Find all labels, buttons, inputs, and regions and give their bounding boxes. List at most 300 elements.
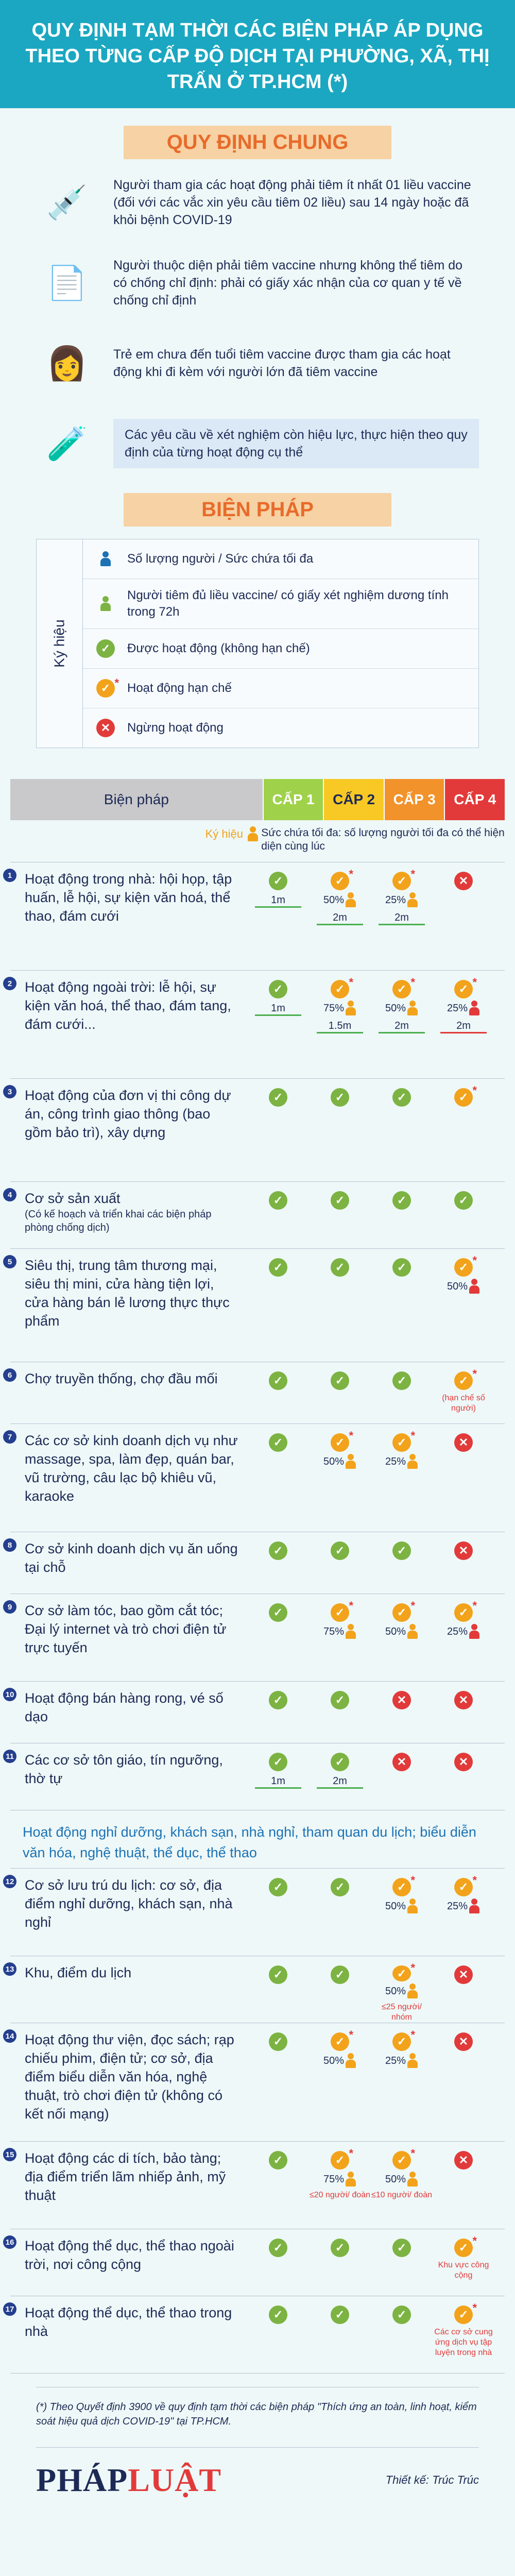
table-row [7, 1424, 505, 1532]
level-2-cell [309, 1869, 371, 1956]
capacity-percent-text: 50% [447, 1280, 468, 1292]
level-4-cell [433, 2296, 494, 2373]
table-row [5, 1869, 505, 1956]
row-label [10, 1743, 247, 1810]
check-star-icon: ✓ * [454, 1878, 473, 1896]
star-mark-icon: * [349, 2028, 353, 2041]
level-2-cell [309, 1956, 371, 2023]
check-icon: ✓ [331, 2306, 349, 2324]
general-list [0, 172, 515, 474]
level-2-cell [309, 2229, 371, 2296]
check-star-icon: ✓ * [454, 1603, 473, 1622]
star-mark-icon: * [410, 2028, 415, 2041]
level-1-cell [247, 1182, 309, 1248]
page-title: QUY ĐỊNH TẠM THỜI CÁC BIỆN PHÁP ÁP DỤNG THEO TỪNG CẤP ĐỘ DỊCH TẠI PHƯỜNG, XÃ, THỊ TRẤN Ở TP.HCM (*) [25, 20, 490, 93]
capacity-percent [323, 2172, 356, 2187]
level-4-cell [433, 1532, 494, 1594]
check-icon: ✓ [269, 1258, 287, 1277]
capacity-percent-text: 25% [447, 1625, 468, 1637]
person-glyph [100, 596, 111, 612]
level-2-cell [309, 1743, 371, 1810]
capacity-percent [323, 1001, 356, 1016]
measures-table [5, 779, 505, 2374]
brand-part-a: PHÁP [36, 2462, 128, 2498]
check-icon: ✓ [269, 1541, 287, 1560]
check-icon: ✓ [269, 1691, 287, 1709]
capacity-percent-text: 50% [323, 1455, 345, 1467]
check-icon: ✓ [269, 980, 287, 998]
row-label-text: Hoạt động trong nhà: hội họp, tập huấn, lễ hội, sự kiện văn hoá, thể thao, đám cưới [25, 871, 232, 924]
check-icon: ✓ [331, 1088, 349, 1107]
table-row [7, 1079, 505, 1182]
row-number: 11 [3, 1750, 16, 1763]
person-icon [345, 1624, 356, 1639]
level-1-cell [247, 862, 309, 970]
row-number: 9 [3, 1600, 16, 1614]
mother-child-icon: 👩 [46, 344, 88, 382]
general-item-text: Người thuộc diện phải tiêm vaccine nhưng không thể tiêm do có chống chỉ định: phải có giấy xác nhận của cơ quan y tế về chống chỉ định [113, 258, 463, 308]
brand-part-b: LUẬT [128, 2462, 221, 2498]
row-label-text: Các cơ sở kinh doanh dịch vụ như massage, spa, làm đẹp, quán bar, vũ trường, câu lạc bộ khiêu vũ, karaoke [25, 1433, 238, 1504]
level-2-cell [309, 971, 371, 1078]
row-label [10, 1249, 247, 1362]
check-icon: ✓ [269, 1603, 287, 1622]
level-3-cell [371, 1743, 433, 1810]
person-icon [407, 1984, 418, 1999]
level-1-cell [247, 1743, 309, 1810]
cross-icon: ✕ [454, 1541, 473, 1560]
distance-marker: 1m [255, 1003, 301, 1016]
row-label-text: Hoạt động thể dục, thể thao trong nhà [25, 2305, 232, 2339]
row-label [10, 1956, 247, 2023]
table-row [6, 1743, 505, 1810]
certificate-icon: 📄 [46, 264, 88, 301]
row-label [10, 971, 247, 1078]
check-icon: ✓ [454, 1191, 473, 1210]
person-icon [407, 1899, 418, 1914]
level-2-cell [309, 862, 371, 970]
capacity-percent [385, 2172, 418, 2187]
capacity-percent-text: 50% [385, 1985, 406, 1997]
capacity-percent-text: 25% [385, 2055, 406, 2066]
footnote: (*) Theo Quyết định 3900 về quy định tạm thời các biện pháp "Thích ứng an toàn, linh hoạt, kiểm soát hiệu quả dịch COVID-19" tại TP.HCM. [36, 2387, 479, 2429]
level-2-cell [309, 1362, 371, 1423]
row-label-text: Các cơ sở tôn giáo, tín ngưỡng, thờ tự [25, 1752, 223, 1786]
level-4-cell [433, 1079, 494, 1181]
level-3-cell [371, 1594, 433, 1681]
check-icon: ✓ [392, 1371, 411, 1390]
rows-part-2 [5, 1869, 505, 2374]
general-item [36, 332, 479, 394]
check-icon: ✓ [331, 1753, 349, 1771]
star-mark-icon: * [472, 1254, 477, 1267]
level-1-cell [247, 2296, 309, 2373]
row-label-text: Hoạt động thư viện, đọc sách; rạp chiếu phim, điện tử; cơ sở, địa điểm biểu diễn văn hóa, nghệ thuật, trò chơi điện tử (không có kết nối mạng) [25, 2032, 234, 2122]
capacity-percent [385, 1899, 418, 1914]
legend-item [83, 579, 478, 629]
capacity-percent [385, 1001, 418, 1016]
level-4-cell [433, 2142, 494, 2229]
capacity-percent-text: 75% [323, 1002, 345, 1014]
check-icon: ✓ [269, 1878, 287, 1896]
table-row [5, 2023, 505, 2142]
row-label-text: Hoạt động của đơn vị thi công dự án, công trình giao thông (bao gồm bảo trì), xây dựng [25, 1088, 231, 1140]
level-3-cell [371, 2296, 433, 2373]
row-number: 16 [3, 2235, 16, 2249]
distance-marker: 2m [317, 1775, 363, 1789]
check-icon: ✓ [269, 2239, 287, 2257]
capacity-percent [323, 1454, 356, 1469]
check-icon: ✓ [331, 1965, 349, 1984]
level-1-cell [247, 1956, 309, 2023]
check-icon: ✓ [331, 1878, 349, 1896]
row-number: 17 [3, 2302, 16, 2316]
capacity-percent-text: 50% [385, 2173, 406, 2185]
table-row [7, 1594, 505, 1682]
level-4-cell [433, 1249, 494, 1362]
star-mark-icon: * [410, 1874, 415, 1887]
check-icon: ✓ [392, 2239, 411, 2257]
check-star-icon: ✓ * [392, 1965, 411, 1981]
star-mark-icon: * [349, 2147, 353, 2160]
level-1-cell [247, 2229, 309, 2296]
level-1-cell [247, 2142, 309, 2229]
brand-logo [36, 2461, 221, 2499]
check-icon: ✓ [269, 1753, 287, 1771]
table-row [7, 1249, 505, 1362]
level-3-cell [371, 1424, 433, 1532]
capacity-percent-text: 50% [385, 1900, 406, 1912]
row-label [10, 1079, 247, 1181]
cross-icon: ✕ [454, 1965, 473, 1984]
check-icon: ✓ [269, 872, 287, 890]
check-star-icon: ✓ * [392, 2032, 411, 2051]
star-mark-icon: * [410, 2147, 415, 2160]
level-1-header: CẤP 1 [263, 779, 323, 820]
legend-side-label: Ký hiệu [51, 619, 67, 668]
level-3-cell [371, 1532, 433, 1594]
person-icon [345, 2053, 356, 2069]
check-icon: ✓ [331, 1258, 349, 1277]
star-mark-icon: * [349, 1599, 353, 1612]
level-4-cell [433, 1362, 494, 1423]
row-number: 8 [3, 1538, 16, 1552]
cross-icon: ✕ [454, 2032, 473, 2051]
row-label [10, 862, 247, 970]
person-icon [407, 1624, 418, 1639]
level-4-cell [433, 971, 494, 1078]
level-4-cell [433, 2023, 494, 2141]
legend-item-text: Được hoạt động (không hạn chế) [127, 641, 310, 655]
level-3-cell [371, 1249, 433, 1362]
capacity-percent-text: 75% [323, 1625, 345, 1637]
level-1-cell [247, 1079, 309, 1181]
check-star-icon: ✓ * [331, 1603, 349, 1622]
check-star-icon: ✓ * [454, 2306, 473, 2324]
capacity-key-row [10, 820, 505, 862]
legend-item [83, 669, 478, 708]
person-icon [345, 892, 356, 908]
check-icon: ✓ [269, 1088, 287, 1107]
row-number: 2 [3, 977, 16, 990]
table-row [7, 1532, 505, 1594]
distance-marker: 2m [440, 1020, 487, 1033]
page-footer [36, 2447, 479, 2499]
check-star-icon: ✓ * [454, 1088, 473, 1107]
star-mark-icon: * [410, 1599, 415, 1612]
row-label-text: Chợ truyền thống, chợ đầu mối [25, 1371, 218, 1386]
level-2-cell [309, 2142, 371, 2229]
legend-item-text: Số lượng người / Sức chứa tối đa [127, 552, 314, 566]
table-row [5, 1682, 505, 1743]
level-2-cell [309, 1594, 371, 1681]
row-label [10, 2229, 247, 2296]
capacity-key-text: Sức chứa tối đa: số lượng người tối đa có thể hiện diện cùng lúc [261, 827, 505, 852]
check-star-icon: ✓ * [392, 872, 411, 890]
legend-side [37, 539, 83, 748]
star-mark-icon: * [472, 976, 477, 989]
row-number: 5 [3, 1255, 16, 1268]
check-icon: ✓ [269, 1433, 287, 1452]
level-2-cell [309, 1682, 371, 1743]
general-item [36, 172, 479, 233]
check-icon: ✓ [392, 1191, 411, 1210]
cross-icon: ✕ [454, 1753, 473, 1771]
level-4-cell [433, 1869, 494, 1956]
capacity-percent-text: 25% [385, 894, 406, 906]
capacity-percent [323, 2053, 356, 2069]
capacity-percent [447, 1624, 480, 1639]
level-4-cell [433, 1743, 494, 1810]
legend-box [36, 539, 479, 748]
row-label-text: Cơ sở sản xuất [25, 1191, 121, 1206]
person-icon [247, 826, 256, 842]
check-star-icon: ✓ * [392, 2151, 411, 2170]
level-3-cell [371, 1956, 433, 2023]
star-mark-icon: * [472, 2234, 477, 2247]
level-2-cell [309, 1532, 371, 1594]
cross-icon: ✕ [454, 1691, 473, 1709]
person-icon [407, 2172, 418, 2187]
row-label [10, 1362, 247, 1423]
row-number: 4 [3, 1188, 16, 1201]
level-3-cell [371, 2229, 433, 2296]
level-4-cell [433, 862, 494, 970]
star-mark-icon: * [472, 1084, 477, 1097]
table-row [5, 2229, 505, 2296]
level-3-cell [371, 971, 433, 1078]
level-1-cell [247, 1869, 309, 1956]
star-mark-icon: * [349, 1429, 353, 1442]
table-header [10, 779, 505, 820]
level-3-cell [371, 2023, 433, 2141]
capacity-percent [447, 1279, 480, 1294]
check-icon: ✓ [269, 2151, 287, 2170]
person-icon [94, 548, 117, 570]
level-2-cell [309, 1079, 371, 1181]
person-check-icon [94, 592, 117, 615]
capacity-percent [385, 2053, 418, 2069]
level-1-cell [247, 1682, 309, 1743]
level-1-cell [247, 971, 309, 1078]
distance-marker: 1m [255, 1775, 301, 1789]
level-1-cell [247, 1362, 309, 1423]
general-section-title: QUY ĐỊNH CHUNG [124, 126, 391, 159]
row-label-text: Hoạt động bán hàng rong, vé số dạo [25, 1690, 224, 1724]
cell-note: ≤25 người/ nhóm [381, 2003, 422, 2022]
capacity-key-label: Ký hiệu [205, 827, 243, 840]
level-3-cell [371, 1682, 433, 1743]
row-label [10, 2023, 247, 2141]
check-star-icon: ✓ * [331, 980, 349, 998]
table-row [5, 2296, 505, 2374]
capacity-percent [385, 1624, 418, 1639]
group-title: Hoạt động nghỉ dưỡng, khách sạn, nhà nghỉ, tham quan du lịch; biểu diễn văn hóa, nghệ thuật, thể dục, thể thao [10, 1810, 505, 1869]
legend-item [83, 629, 478, 669]
capacity-percent-text: 50% [323, 894, 345, 906]
check-star-icon: ✓ * [454, 980, 473, 998]
capacity-percent [385, 892, 418, 908]
general-item [36, 252, 479, 314]
capacity-percent-text: 25% [385, 1455, 406, 1467]
cell-note: Các cơ sở cung ứng dịch vụ tập luyện trong nhà [434, 2328, 493, 2357]
star-mark: ✓ * [96, 679, 115, 698]
rows-part-1 [5, 862, 505, 1810]
person-icon [469, 1279, 480, 1294]
person-icon [345, 1454, 356, 1469]
table-row [7, 862, 505, 971]
distance-marker: 2m [379, 912, 425, 925]
level-4-cell [433, 1956, 494, 2023]
row-label [10, 1594, 247, 1681]
cell-note: (hạn chế số người) [442, 1394, 485, 1413]
row-number: 7 [3, 1430, 16, 1444]
capacity-key-desc [247, 820, 505, 862]
cross-icon: ✕ [392, 1691, 411, 1709]
distance-marker: 1.5m [317, 1020, 363, 1033]
capacity-percent-text: 50% [323, 2055, 345, 2066]
level-4-cell [433, 2229, 494, 2296]
distance-marker: 2m [379, 1020, 425, 1033]
legend-item-text: Ngừng hoạt động [127, 721, 224, 735]
row-number: 3 [3, 1085, 16, 1098]
level-3-cell [371, 1869, 433, 1956]
level-3-cell [371, 2142, 433, 2229]
col-label-header: Biện pháp [10, 779, 263, 820]
check-icon: ✓ [331, 2239, 349, 2257]
check-icon: ✓ [392, 1258, 411, 1277]
check-star-icon: ✓ * [392, 1433, 411, 1452]
capacity-percent-text: 50% [385, 1002, 406, 1014]
check-star-icon: ✓ * [454, 2239, 473, 2257]
row-number: 15 [3, 2148, 16, 2161]
capacity-percent [323, 892, 356, 908]
general-item-text: Người tham gia các hoạt động phải tiêm ít nhất 01 liều vaccine (đối với các vắc xin yêu cầu tiêm 02 liều) sau 14 ngày hoặc đã khỏi bệnh COVID-19 [113, 178, 471, 227]
person-icon [407, 892, 418, 908]
check-icon: ✓ [269, 2032, 287, 2051]
check-icon: ✓ [269, 1191, 287, 1210]
check-star-icon: ✓ * [392, 980, 411, 998]
check-icon: ✓ [331, 1691, 349, 1709]
person-icon [469, 1899, 480, 1914]
row-label-text: Hoạt động các di tích, bảo tàng; địa điểm triển lãm nhiếp ảnh, mỹ thuật [25, 2150, 226, 2203]
check-icon: ✓ [331, 1191, 349, 1210]
level-1-cell [247, 2023, 309, 2141]
row-label-text: Cơ sở lưu trú du lịch: cơ sở, địa điểm nghỉ dưỡng, khách sạn, nhà nghỉ [25, 1877, 233, 1930]
distance-marker: 2m [317, 912, 363, 925]
row-label [10, 2296, 247, 2373]
cross-icon: ✕ [454, 872, 473, 890]
level-4-cell [433, 1424, 494, 1532]
person-icon [345, 2172, 356, 2187]
row-number: 10 [3, 1688, 16, 1701]
capacity-percent [447, 1001, 480, 1016]
star-mark-icon: * [410, 1429, 415, 1442]
row-label-text: Cơ sở làm tóc, bao gồm cắt tóc; Đại lý internet và trò chơi điện tử trực tuyến [25, 1603, 227, 1655]
check-icon [94, 637, 117, 660]
row-label [10, 1532, 247, 1594]
level-1-cell [247, 1249, 309, 1362]
capacity-percent [385, 1984, 418, 1999]
person-icon [407, 2053, 418, 2069]
cross-icon: ✕ [392, 1753, 411, 1771]
legend-list [83, 539, 478, 748]
star-mark-icon: * [410, 868, 415, 880]
row-label-text: Khu, điểm du lịch [25, 1965, 132, 1980]
table-row [7, 1362, 505, 1424]
check-star-icon: ✓ * [331, 872, 349, 890]
vaccine-bottle-icon: 💉 [46, 183, 88, 221]
capacity-percent [385, 1454, 418, 1469]
row-label-sub: (Có kế hoạch và triển khai các biện pháp phòng chống dịch) [25, 1209, 212, 1233]
level-1-cell [247, 1424, 309, 1532]
star-mark-icon: * [114, 676, 119, 689]
check-icon: ✓ [269, 1371, 287, 1390]
capacity-percent [323, 1624, 356, 1639]
general-item-text: Trẻ em chưa đến tuổi tiêm vaccine được tham gia các hoạt động khi đi kèm với người lớn đã tiêm vaccine [113, 347, 451, 379]
level-3-cell [371, 1079, 433, 1181]
check-icon: ✓ [269, 2306, 287, 2324]
level-4-cell [433, 1182, 494, 1248]
legend-item [83, 539, 478, 579]
table-row [5, 2142, 505, 2229]
person-icon [345, 1001, 356, 1016]
check-icon: ✓ [392, 1088, 411, 1107]
level-3-cell [371, 862, 433, 970]
level-1-cell [247, 1594, 309, 1681]
cell-note: ≤10 người/ đoàn [371, 2191, 433, 2199]
check-star-icon: ✓ * [454, 1258, 473, 1277]
star-mark-icon: * [472, 1367, 477, 1380]
check-star-icon: ✓ * [331, 1433, 349, 1452]
capacity-percent-text: 25% [447, 1900, 468, 1912]
row-number: 1 [3, 869, 16, 882]
person-icon [407, 1454, 418, 1469]
level-3-cell [371, 1182, 433, 1248]
cross-icon [94, 717, 117, 739]
row-label [10, 1182, 247, 1248]
check-star-icon: ✓ * [331, 2151, 349, 2170]
check-star-icon: ✓ * [392, 1603, 411, 1622]
star-mark-icon: * [472, 1599, 477, 1612]
legend-item [83, 708, 478, 748]
star-mark-icon: * [472, 1874, 477, 1887]
check-icon: ✓ [392, 1541, 411, 1560]
star-mark-icon: * [472, 2301, 477, 2314]
person-glyph [100, 551, 111, 567]
measures-section-title: BIỆN PHÁP [124, 493, 391, 527]
star-mark-icon: * [410, 1961, 415, 1974]
